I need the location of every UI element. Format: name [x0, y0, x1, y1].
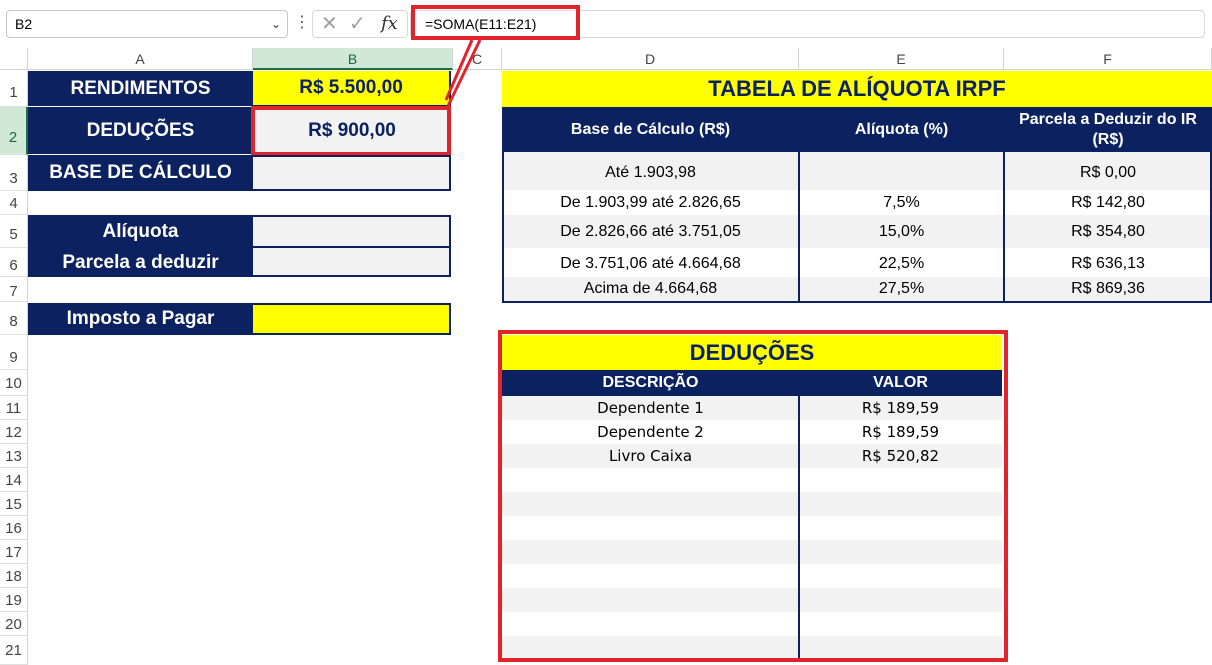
irpf-row-4-base[interactable]: De 3.751,06 até 4.664,68: [560, 254, 741, 272]
row-header-15[interactable]: 15: [0, 492, 28, 516]
irpf-row-4-parcela[interactable]: R$ 636,13: [1071, 254, 1145, 272]
irpf-row-5-base[interactable]: Acima de 4.664,68: [583, 280, 718, 297]
row-header-17[interactable]: 17: [0, 540, 28, 564]
row-header-9[interactable]: 9: [0, 335, 28, 370]
function-icon[interactable]: fx: [381, 13, 398, 34]
row-header-2[interactable]: 2: [0, 107, 28, 155]
irpf-row-1-parcela[interactable]: R$ 0,00: [1079, 164, 1137, 181]
row-header-1[interactable]: 1: [0, 71, 28, 107]
deducoes-highlight-box: [498, 330, 1008, 662]
col-header-d[interactable]: D: [502, 48, 799, 70]
row-header-7[interactable]: 7: [0, 277, 28, 302]
col-header-c[interactable]: C: [453, 48, 502, 70]
deducoes-label[interactable]: DEDUÇÕES: [28, 107, 253, 154]
row-header-4[interactable]: 4: [0, 191, 28, 215]
parcela-deduzir-label[interactable]: Parcela a deduzir: [28, 248, 253, 277]
irpf-row-3-parcela[interactable]: R$ 354,80: [1071, 222, 1145, 240]
irpf-row-5-parcela[interactable]: R$ 869,36: [1071, 280, 1145, 297]
col-header-a[interactable]: A: [28, 48, 253, 70]
irpf-row-3-base[interactable]: De 2.826,66 até 3.751,05: [560, 222, 741, 240]
imposto-pagar-label[interactable]: Imposto a Pagar: [28, 303, 253, 335]
irpf-divider: [1003, 152, 1005, 302]
deducoes-row-2-descricao[interactable]: Dependente 2: [597, 423, 704, 441]
irpf-row-3-aliquota[interactable]: 15,0%: [878, 222, 925, 240]
cancel-x-icon[interactable]: ✕: [321, 13, 338, 35]
col-header-b[interactable]: B: [253, 48, 453, 70]
aliquota-label[interactable]: Alíquota: [28, 215, 253, 248]
deducoes-value-cell[interactable]: R$ 900,00: [253, 107, 451, 154]
deducoes-row-2-valor[interactable]: R$ 189,59: [861, 423, 940, 441]
row-header-20[interactable]: 20: [0, 612, 28, 636]
base-calculo-label[interactable]: BASE DE CÁLCULO: [28, 155, 253, 191]
irpf-header-aliquota[interactable]: Alíquota (%): [799, 107, 1004, 152]
formula-text: =SOMA(E11:E21): [425, 16, 537, 32]
rendimentos-label[interactable]: RENDIMENTOS: [28, 71, 253, 106]
irpf-row-2-aliquota[interactable]: 7,5%: [883, 194, 920, 211]
row-header-6[interactable]: 6: [0, 248, 28, 277]
deducoes-header-descricao[interactable]: DESCRIÇÃO: [502, 370, 799, 396]
deducoes-row-3-valor[interactable]: R$ 520,82: [861, 447, 940, 465]
row-header-12[interactable]: 12: [0, 420, 28, 444]
irpf-divider: [798, 152, 800, 302]
irpf-row-2-parcela[interactable]: R$ 142,80: [1071, 194, 1145, 211]
irpf-row-4-aliquota[interactable]: 22,5%: [878, 254, 925, 272]
irpf-row-1-aliquota[interactable]: [799, 155, 1004, 191]
deducoes-row-1-valor[interactable]: R$ 189,59: [861, 399, 940, 417]
row-header-19[interactable]: 19: [0, 588, 28, 612]
row-header-5[interactable]: 5: [0, 215, 28, 248]
row-header-21[interactable]: 21: [0, 636, 28, 665]
row-header-16[interactable]: 16: [0, 516, 28, 540]
col-header-f[interactable]: F: [1004, 48, 1212, 70]
name-box-value: B2: [15, 16, 33, 32]
irpf-table-title[interactable]: TABELA DE ALÍQUOTA IRPF: [502, 71, 1212, 107]
chevron-down-icon[interactable]: ⌄: [270, 17, 281, 31]
rendimentos-value-cell[interactable]: R$ 5.500,00: [253, 71, 451, 106]
deducoes-table-title[interactable]: DEDUÇÕES: [502, 335, 1002, 370]
deducoes-row-3-descricao[interactable]: Livro Caixa: [608, 447, 693, 465]
row-header-8[interactable]: 8: [0, 302, 28, 335]
row-header-11[interactable]: 11: [0, 396, 28, 420]
irpf-row-2-base[interactable]: De 1.903,99 até 2.826,65: [560, 194, 741, 211]
deducoes-row-1-descricao[interactable]: Dependente 1: [597, 399, 704, 417]
row-header-3[interactable]: 3: [0, 155, 28, 191]
row-header-14[interactable]: 14: [0, 468, 28, 492]
row-header-18[interactable]: 18: [0, 564, 28, 588]
irpf-row-5-aliquota[interactable]: 27,5%: [878, 280, 925, 297]
more-options-icon[interactable]: ⋮: [294, 14, 310, 31]
row-header-10[interactable]: 10: [0, 370, 28, 396]
check-icon[interactable]: ✓: [349, 13, 366, 35]
irpf-header-base[interactable]: Base de Cálculo (R$): [502, 107, 799, 152]
irpf-row-1-base[interactable]: Até 1.903,98: [605, 164, 696, 181]
col-header-e[interactable]: E: [799, 48, 1004, 70]
row-header-13[interactable]: 13: [0, 444, 28, 468]
deducoes-header-valor[interactable]: VALOR: [799, 370, 1002, 396]
irpf-header-parcela[interactable]: Parcela a Deduzir do IR (R$): [1004, 107, 1212, 152]
